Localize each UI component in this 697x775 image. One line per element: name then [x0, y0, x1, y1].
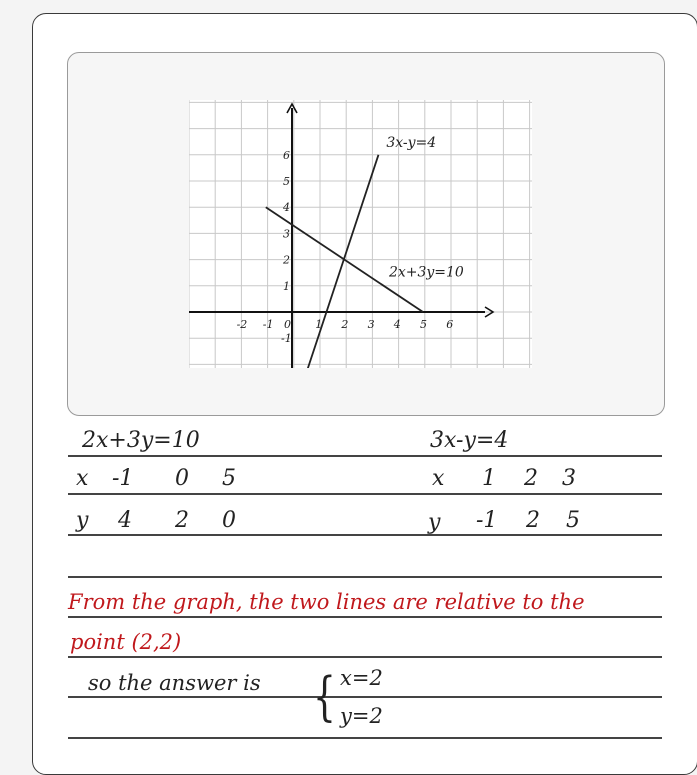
x-tick-label: 2 — [341, 318, 349, 331]
answer-y: y=2 — [340, 704, 383, 728]
left-y-value: 0 — [222, 508, 236, 533]
left-x-value: -1 — [112, 466, 134, 491]
ruled-line — [68, 656, 662, 658]
ruled-line — [68, 493, 662, 495]
left-x-value: 5 — [222, 466, 236, 491]
ruled-line — [68, 534, 662, 536]
right-y-value: -1 — [476, 508, 498, 533]
conclusion-line-1: From the graph, the two lines are relative to the — [68, 590, 585, 614]
answer-x: x=2 — [340, 666, 383, 690]
conclusion-line-2: point (2,2) — [70, 630, 182, 654]
x-tick-label: 6 — [446, 318, 454, 331]
line-label-2x+3y-10: 2x+3y=10 — [388, 264, 464, 281]
right-x-value: 1 — [482, 466, 496, 491]
y-tick-label: 4 — [283, 201, 290, 215]
right-y-value: 5 — [566, 508, 580, 533]
y-tick-label: 6 — [283, 148, 290, 162]
x-tick-label: 3 — [367, 318, 375, 331]
x-tick-label: 5 — [420, 318, 427, 331]
ruled-line — [68, 455, 662, 457]
ruled-line — [68, 696, 662, 698]
left-y-value: 2 — [175, 508, 189, 533]
left-y-value: 4 — [118, 508, 132, 533]
x-tick-label: -2 — [236, 318, 248, 331]
system-brace: { — [313, 668, 336, 728]
answer-prefix: so the answer is — [88, 671, 261, 695]
right-y-label: y — [428, 510, 441, 535]
x-tick-label: 0 — [284, 318, 291, 331]
left-x-value: 0 — [175, 466, 189, 491]
right-equation: 3x-y=4 — [430, 428, 509, 453]
x-tick-label: -1 — [262, 318, 274, 331]
ruled-line — [68, 737, 662, 739]
right-x-value: 3 — [562, 466, 576, 491]
right-y-value: 2 — [526, 508, 540, 533]
y-tick-label: 2 — [283, 253, 290, 267]
left-y-label: y — [76, 508, 89, 533]
coordinate-graph — [189, 100, 532, 368]
y-tick-label: 3 — [283, 227, 290, 241]
x-tick-label: 4 — [393, 318, 401, 331]
line-label-3x-y-4: 3x-y=4 — [386, 134, 437, 151]
y-tick-label: -1 — [281, 332, 292, 346]
ruled-line — [68, 616, 662, 618]
left-x-label: x — [76, 466, 89, 491]
right-x-label: x — [432, 466, 445, 491]
ruled-line — [68, 576, 662, 578]
left-equation: 2x+3y=10 — [82, 428, 200, 453]
y-tick-label: 5 — [283, 175, 290, 188]
y-tick-label: 1 — [283, 279, 290, 293]
x-tick-label: 1 — [315, 318, 323, 331]
right-x-value: 2 — [524, 466, 538, 491]
